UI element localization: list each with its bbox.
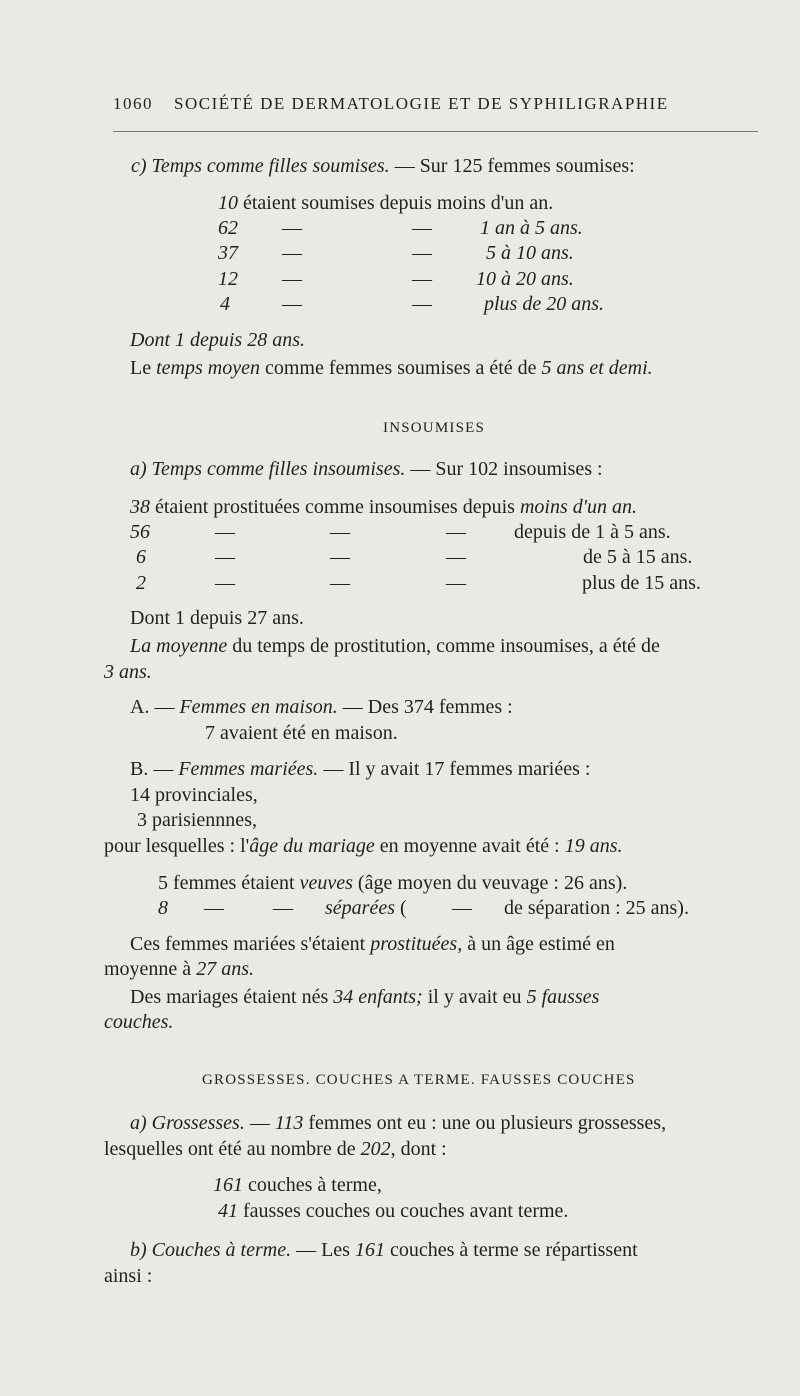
soumises-row-value: 5 à 10 ans.	[486, 242, 574, 264]
ditto-dash: —	[273, 897, 293, 919]
ditto-dash: —	[330, 572, 350, 594]
soumises-row-num: 4	[220, 293, 230, 315]
insoumises-row-value: depuis de 1 à 5 ans.	[514, 521, 671, 543]
couches-cont: ainsi :	[104, 1265, 153, 1287]
separees-label: séparées (	[325, 897, 407, 919]
ditto-dash: —	[412, 293, 432, 315]
insoumises-row-value: de 5 à 15 ans.	[583, 546, 693, 568]
soumises-row: 10 étaient soumises depuis moins d'un an.	[218, 192, 554, 214]
insoumises-row-num: 2	[136, 572, 146, 594]
soumises-row-num: 62	[218, 217, 238, 239]
soumises-intro: c) Temps comme filles soumises. — Sur 125 femmes soumises:	[131, 155, 635, 177]
maison-line: A. — Femmes en maison. — Des 374 femmes :	[130, 696, 513, 718]
ditto-dash: —	[412, 217, 432, 239]
ditto-dash: —	[330, 521, 350, 543]
page-number: 1060	[113, 94, 153, 113]
soumises-row-value: 10 à 20 ans.	[476, 268, 574, 290]
running-title: SOCIÉTÉ DE DERMATOLOGIE ET DE SYPHILIGRAPHIE	[174, 94, 669, 113]
separees-num: 8	[158, 897, 168, 919]
prostituees-cont: moyenne à 27 ans.	[104, 958, 254, 980]
ditto-dash: —	[412, 242, 432, 264]
ditto-dash: —	[282, 242, 302, 264]
couches-line: b) Couches à terme. — Les 161 couches à terme se répartissent	[130, 1239, 638, 1261]
fausses-couches: 41 fausses couches ou couches avant terme.	[218, 1200, 569, 1222]
insoumises-row-num: 6	[136, 546, 146, 568]
soumises-row-num: 12	[218, 268, 238, 290]
ditto-dash: —	[215, 572, 235, 594]
ditto-dash: —	[446, 546, 466, 568]
ditto-dash: —	[446, 521, 466, 543]
grossesses-line: a) Grossesses. — 113 femmes ont eu : une ou plusieurs grossesses,	[130, 1112, 667, 1134]
insoumises-intro: a) Temps comme filles insoumises. — Sur 102 insoumises :	[130, 458, 603, 480]
insoumises-dont: Dont 1 depuis 27 ans.	[130, 607, 304, 629]
soumises-row-value: plus de 20 ans.	[484, 293, 604, 315]
insoumises-moyenne-cont: 3 ans.	[104, 661, 152, 683]
soumises-row-value: 1 an à 5 ans.	[480, 217, 583, 239]
mariees-provinciales: 14 provinciales,	[130, 784, 258, 806]
header-rule	[113, 131, 758, 132]
maison-count: 7 avaient été en maison.	[205, 722, 398, 744]
insoumises-heading: INSOUMISES	[383, 420, 486, 436]
soumises-dont: Dont 1 depuis 28 ans.	[130, 329, 305, 351]
ditto-dash: —	[330, 546, 350, 568]
ditto-dash: —	[204, 897, 224, 919]
insoumises-moyenne: La moyenne du temps de prostitution, comme insoumises, a été de	[130, 635, 660, 657]
ditto-dash: —	[452, 897, 472, 919]
ditto-dash: —	[412, 268, 432, 290]
mariees-veuves: 5 femmes étaient veuves (âge moyen du veuvage : 26 ans).	[158, 872, 628, 894]
ditto-dash: —	[282, 217, 302, 239]
insoumises-row: 38 étaient prostituées comme insoumises depuis moins d'un an.	[130, 496, 637, 518]
grossesses-heading: GROSSESSES. COUCHES A TERME. FAUSSES COUCHES	[202, 1072, 636, 1088]
mariees-parisiennes: 3 parisiennnes,	[137, 809, 257, 831]
prostituees-line: Ces femmes mariées s'étaient prostituées, à un âge estimé en	[130, 933, 615, 955]
ditto-dash: —	[282, 268, 302, 290]
ditto-dash: —	[215, 546, 235, 568]
ditto-dash: —	[446, 572, 466, 594]
enfants-line: Des mariages étaient nés 34 enfants; il y avait eu 5 fausses	[130, 986, 600, 1008]
ditto-dash: —	[282, 293, 302, 315]
insoumises-row-num: 56	[130, 521, 150, 543]
enfants-cont: couches.	[104, 1011, 174, 1033]
grossesses-cont: lesquelles ont été au nombre de 202, dont :	[104, 1138, 447, 1160]
soumises-row-num: 37	[218, 242, 238, 264]
ditto-dash: —	[215, 521, 235, 543]
soumises-moyen: Le temps moyen comme femmes soumises a été de 5 ans et demi.	[130, 357, 653, 379]
couches-terme: 161 couches à terme,	[213, 1174, 382, 1196]
insoumises-row-value: plus de 15 ans.	[582, 572, 701, 594]
mariees-age: pour lesquelles : l'âge du mariage en moyenne avait été : 19 ans.	[104, 835, 623, 857]
separees-value: de séparation : 25 ans).	[504, 897, 689, 919]
mariees-line: B. — Femmes mariées. — Il y avait 17 femmes mariées :	[130, 758, 591, 780]
